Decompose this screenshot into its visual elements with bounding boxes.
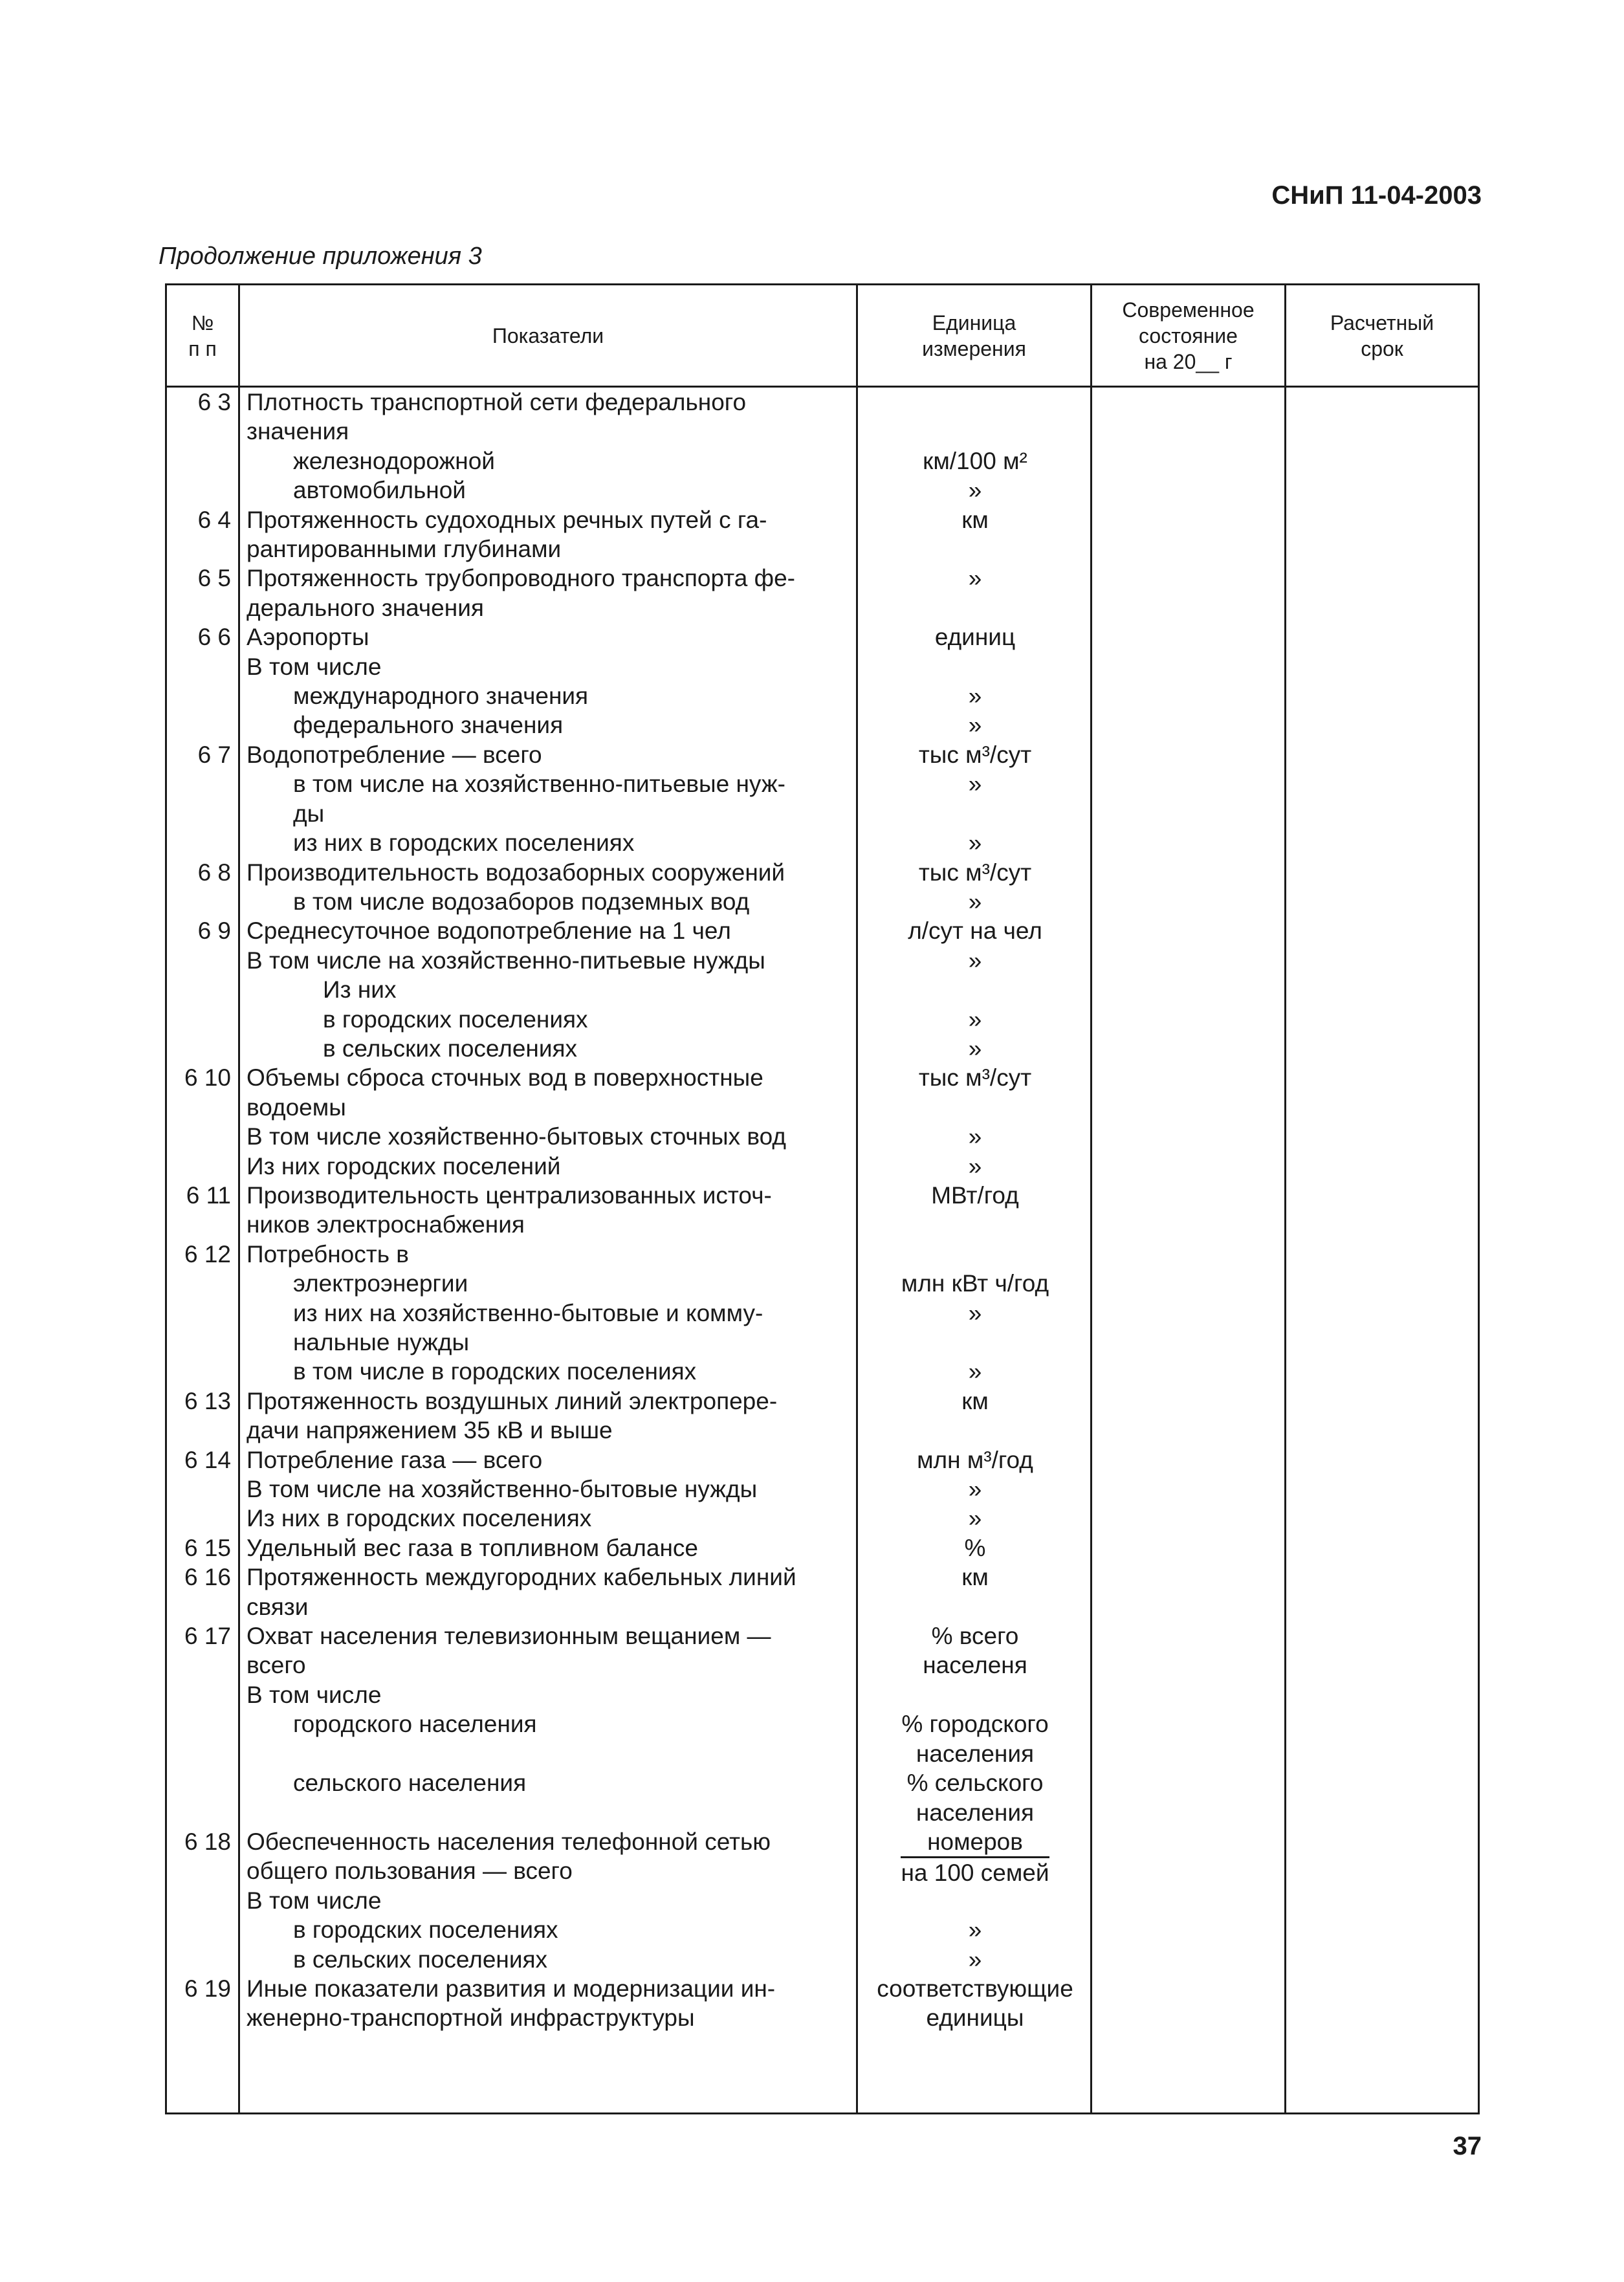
unit-line: млн м³/год — [917, 1446, 1033, 1473]
row-number: 6 11 — [186, 1181, 231, 1209]
indicator-line: в том числе водозаборов подземных вод — [293, 888, 750, 915]
indicator-line: Плотность транспортной сети федерального — [247, 389, 747, 415]
unit-line — [858, 1416, 1092, 1445]
indicator-line: дачи напряжением 35 кВ и выше — [247, 1417, 613, 1444]
row-number: 6 4 — [197, 506, 231, 533]
unit-line: » — [968, 829, 982, 857]
indicator-cell — [240, 1533, 858, 1563]
unit-line: » — [968, 683, 982, 710]
row-number: 6 3 — [197, 389, 231, 415]
indicator-line: городского населения — [293, 1711, 537, 1738]
document-code: СНиП 11-04-2003 — [1271, 181, 1482, 210]
unit-line: » — [968, 1123, 982, 1150]
indicator-line: водоемы — [247, 1093, 346, 1121]
indicator-line: Иные показатели развития и модернизации ин- — [247, 1975, 776, 2002]
indicator-line: Потребность в — [247, 1240, 409, 1267]
table-row — [167, 1181, 1478, 1240]
indicator-line: нальные нужды — [293, 1329, 470, 1355]
indicator-cell — [240, 1387, 858, 1445]
indicator-line: Из них городских поселений — [247, 1152, 561, 1179]
header-indicator: Показатели — [492, 324, 604, 347]
indicator-cell — [240, 505, 858, 564]
unit-cell — [858, 1974, 1092, 2033]
table-row — [167, 1621, 1478, 1827]
indicator-line: в сельских поселениях — [323, 1035, 578, 1062]
indicator-line: Протяженность воздушных линий электропере- — [247, 1387, 778, 1414]
unit-line: л/сут на чел — [908, 917, 1042, 945]
unit-line: » — [968, 1916, 982, 1944]
unit-line: км/100 м² — [923, 447, 1027, 474]
unit-cell — [858, 858, 1092, 917]
indicator-line: Аэропорты — [247, 624, 369, 651]
unit-line: » — [968, 1035, 982, 1062]
indicator-line: В том числе на хозяйственно-бытовые нужды — [247, 1476, 758, 1503]
unit-line: км — [961, 1564, 989, 1591]
unit-line — [858, 388, 1092, 417]
indicator-line: Удельный вес газа в топливном балансе — [247, 1534, 698, 1561]
unit-line — [858, 1680, 1092, 1709]
unit-line: » — [968, 771, 982, 798]
row-number: 6 10 — [184, 1064, 231, 1092]
table-row — [167, 622, 1478, 740]
table-row — [167, 1240, 1478, 1387]
indicator-cell — [240, 388, 858, 505]
unit-line — [858, 1886, 1092, 1915]
table-row — [167, 1387, 1478, 1445]
indicator-line: В том числе — [247, 1887, 382, 1914]
indicator-line: Среднесуточное водопотребление на 1 чел — [247, 917, 731, 945]
unit-cell — [858, 740, 1092, 858]
indicator-cell — [240, 740, 858, 858]
unit-cell — [858, 505, 1092, 564]
indicator-line: женерно-транспортной инфраструктуры — [247, 2004, 695, 2032]
unit-fraction — [901, 1827, 1049, 1888]
indicator-cell — [240, 1621, 858, 1827]
unit-line: » — [968, 1152, 982, 1179]
indicator-line: общего пользования — всего — [247, 1858, 573, 1885]
indicator-line: В том числе хозяйственно-бытовых сточных вод — [247, 1123, 787, 1150]
indicator-line: в том числе в городских поселениях — [293, 1358, 697, 1385]
row-number: 6 18 — [184, 1828, 231, 1855]
table-row — [167, 916, 1478, 1063]
unit-cell — [858, 916, 1092, 1063]
indicator-cell — [240, 1181, 858, 1240]
indicator-cell — [240, 1827, 858, 1974]
table-row — [167, 1827, 1478, 1974]
indicator-line: значения — [247, 418, 349, 445]
table-row — [167, 564, 1478, 622]
row-number: 6 7 — [197, 741, 231, 768]
unit-line: км — [961, 506, 989, 533]
row-number: 6 16 — [184, 1564, 231, 1591]
unit-line: » — [968, 1005, 982, 1033]
row-number: 6 13 — [184, 1387, 231, 1414]
indicator-line: федерального значения — [293, 712, 564, 739]
unit-cell — [858, 564, 1092, 622]
unit-line: % — [964, 1534, 986, 1561]
unit-cell — [858, 1621, 1092, 1827]
indicator-line: международного значения — [293, 683, 589, 710]
indicator-cell — [240, 1240, 858, 1387]
unit-line: соответствующие — [877, 1975, 1073, 2002]
unit-line: тыс м³/сут — [918, 741, 1032, 768]
indicator-line — [247, 1798, 858, 1827]
row-number: 6 5 — [197, 565, 231, 592]
indicator-line: в том числе на хозяйственно-питьевые нуж- — [293, 771, 785, 798]
unit-line: » — [968, 888, 982, 915]
row-number: 6 17 — [184, 1623, 231, 1650]
unit-cell — [858, 388, 1092, 505]
table-row — [167, 740, 1478, 858]
indicator-cell — [240, 858, 858, 917]
row-number: 6 14 — [184, 1446, 231, 1473]
indicator-line: ды — [293, 800, 325, 827]
unit-line — [858, 593, 1092, 622]
unit-line: » — [968, 1476, 982, 1503]
unit-cell — [858, 622, 1092, 740]
indicator-cell — [240, 1974, 858, 2033]
unit-numerator: номеров — [901, 1827, 1049, 1858]
row-number: 6 19 — [184, 1975, 231, 2002]
table-row — [167, 505, 1478, 564]
table-row — [167, 1533, 1478, 1563]
unit-cell — [858, 1063, 1092, 1181]
indicator-line: в городских поселениях — [293, 1916, 558, 1944]
indicator-line: В том числе на хозяйственно-питьевые нужды — [247, 947, 765, 974]
indicator-line: автомобильной — [293, 477, 466, 504]
indicator-line: Из них — [323, 976, 397, 1004]
indicator-line: Объемы сброса сточных вод в поверхностные — [247, 1064, 763, 1092]
unit-line: тыс м³/сут — [918, 859, 1032, 886]
unit-line — [858, 1240, 1092, 1269]
continuation-title: Продолжение приложения 3 — [159, 243, 482, 270]
indicator-line: из них в городских поселениях — [293, 829, 635, 857]
indicator-line — [247, 1739, 858, 1768]
unit-line — [858, 1328, 1092, 1357]
indicator-line: Обеспеченность населения телефонной сетью — [247, 1828, 771, 1855]
unit-line: км — [961, 1387, 989, 1414]
indicator-cell — [240, 622, 858, 740]
unit-line: » — [968, 477, 982, 504]
unit-line — [858, 652, 1092, 681]
unit-line: » — [968, 1299, 982, 1326]
unit-cell — [858, 1240, 1092, 1387]
indicator-line: электроэнергии — [293, 1270, 468, 1297]
unit-line: % городского — [901, 1711, 1049, 1738]
unit-line — [858, 1827, 1092, 1886]
table-row — [167, 1445, 1478, 1533]
unit-denominator: на 100 семей — [901, 1860, 1049, 1887]
unit-line: » — [968, 565, 982, 592]
indicator-line: из них на хозяйственно-бытовые и комму- — [293, 1299, 763, 1326]
unit-line: единиц — [934, 624, 1016, 651]
table-row — [167, 858, 1478, 917]
unit-line — [858, 534, 1092, 564]
table-row — [167, 388, 1478, 505]
unit-line: » — [968, 712, 982, 739]
header-term: Расчетный срок — [1330, 311, 1434, 360]
table-row — [167, 1563, 1478, 1621]
row-number: 6 9 — [197, 917, 231, 945]
unit-cell — [858, 1533, 1092, 1563]
unit-cell — [858, 1181, 1092, 1240]
unit-cell — [858, 1387, 1092, 1445]
indicator-cell — [240, 1445, 858, 1533]
indicator-line: железнодорожной — [293, 447, 495, 474]
header-num: № п п — [188, 311, 217, 360]
indicator-line: В том числе — [247, 653, 382, 680]
unit-line — [858, 417, 1092, 446]
unit-line: » — [968, 1505, 982, 1532]
indicator-cell — [240, 564, 858, 622]
row-number: 6 6 — [197, 624, 231, 651]
unit-line — [858, 1592, 1092, 1621]
indicator-cell — [240, 916, 858, 1063]
indicator-line: рантированными глубинами — [247, 536, 562, 563]
indicator-line: всего — [247, 1652, 306, 1679]
page-number: 37 — [1453, 2132, 1482, 2160]
unit-cell — [858, 1827, 1092, 1974]
indicator-line: дерального значения — [247, 594, 484, 621]
row-number: 6 8 — [197, 859, 231, 886]
indicator-cell — [240, 1063, 858, 1181]
indicator-line: Охват населения телевизионным вещанием — — [247, 1623, 771, 1650]
header-unit: Единица измерения — [922, 311, 1026, 360]
unit-line: » — [968, 1358, 982, 1385]
unit-line — [858, 1093, 1092, 1122]
indicator-line: Потребление газа — всего — [247, 1446, 543, 1473]
indicators-table — [165, 283, 1480, 2114]
unit-line: % всего — [931, 1623, 1019, 1650]
indicator-line: Из них в городских поселениях — [247, 1505, 592, 1532]
unit-line: населения — [916, 1799, 1035, 1826]
indicator-line: Водопотребление — всего — [247, 741, 542, 768]
indicator-line: Протяженность судоходных речных путей с га- — [247, 506, 767, 533]
indicator-line: связи — [247, 1593, 309, 1620]
unit-line: тыс м³/сут — [918, 1064, 1032, 1092]
unit-line: » — [968, 947, 982, 974]
table-body — [167, 388, 1478, 2033]
unit-line — [858, 1210, 1092, 1239]
unit-line — [858, 975, 1092, 1004]
indicator-line: Протяженность междугородних кабельных линий — [247, 1564, 796, 1591]
indicator-line: В том числе — [247, 1681, 382, 1708]
indicator-line: в сельских поселениях — [293, 1946, 548, 1973]
row-number: 6 15 — [184, 1534, 231, 1561]
indicator-line: ников электроснабжения — [247, 1211, 525, 1238]
indicator-line: в городских поселениях — [323, 1005, 588, 1033]
indicator-line: Протяженность трубопроводного транспорта фе- — [247, 565, 795, 592]
indicator-line: Производительность водозаборных сооружений — [247, 859, 785, 886]
unit-line: % сельского — [906, 1770, 1044, 1797]
unit-cell — [858, 1563, 1092, 1621]
table-row — [167, 1974, 1478, 2033]
unit-line: единицы — [926, 2004, 1024, 2032]
unit-line: МВт/год — [931, 1181, 1019, 1209]
unit-line: населеня — [923, 1652, 1027, 1679]
indicator-line: Производительность централизованных источ- — [247, 1181, 772, 1209]
unit-line: населения — [916, 1740, 1035, 1767]
row-number: 6 12 — [184, 1240, 231, 1267]
unit-line: » — [968, 1946, 982, 1973]
indicator-line: сельского населения — [293, 1770, 527, 1797]
unit-cell — [858, 1445, 1092, 1533]
table-row — [167, 1063, 1478, 1181]
unit-line: млн кВт ч/год — [901, 1270, 1049, 1297]
unit-line — [858, 799, 1092, 828]
indicator-cell — [240, 1563, 858, 1621]
header-current-state: Современное состояние на 20__ г — [1122, 298, 1255, 373]
